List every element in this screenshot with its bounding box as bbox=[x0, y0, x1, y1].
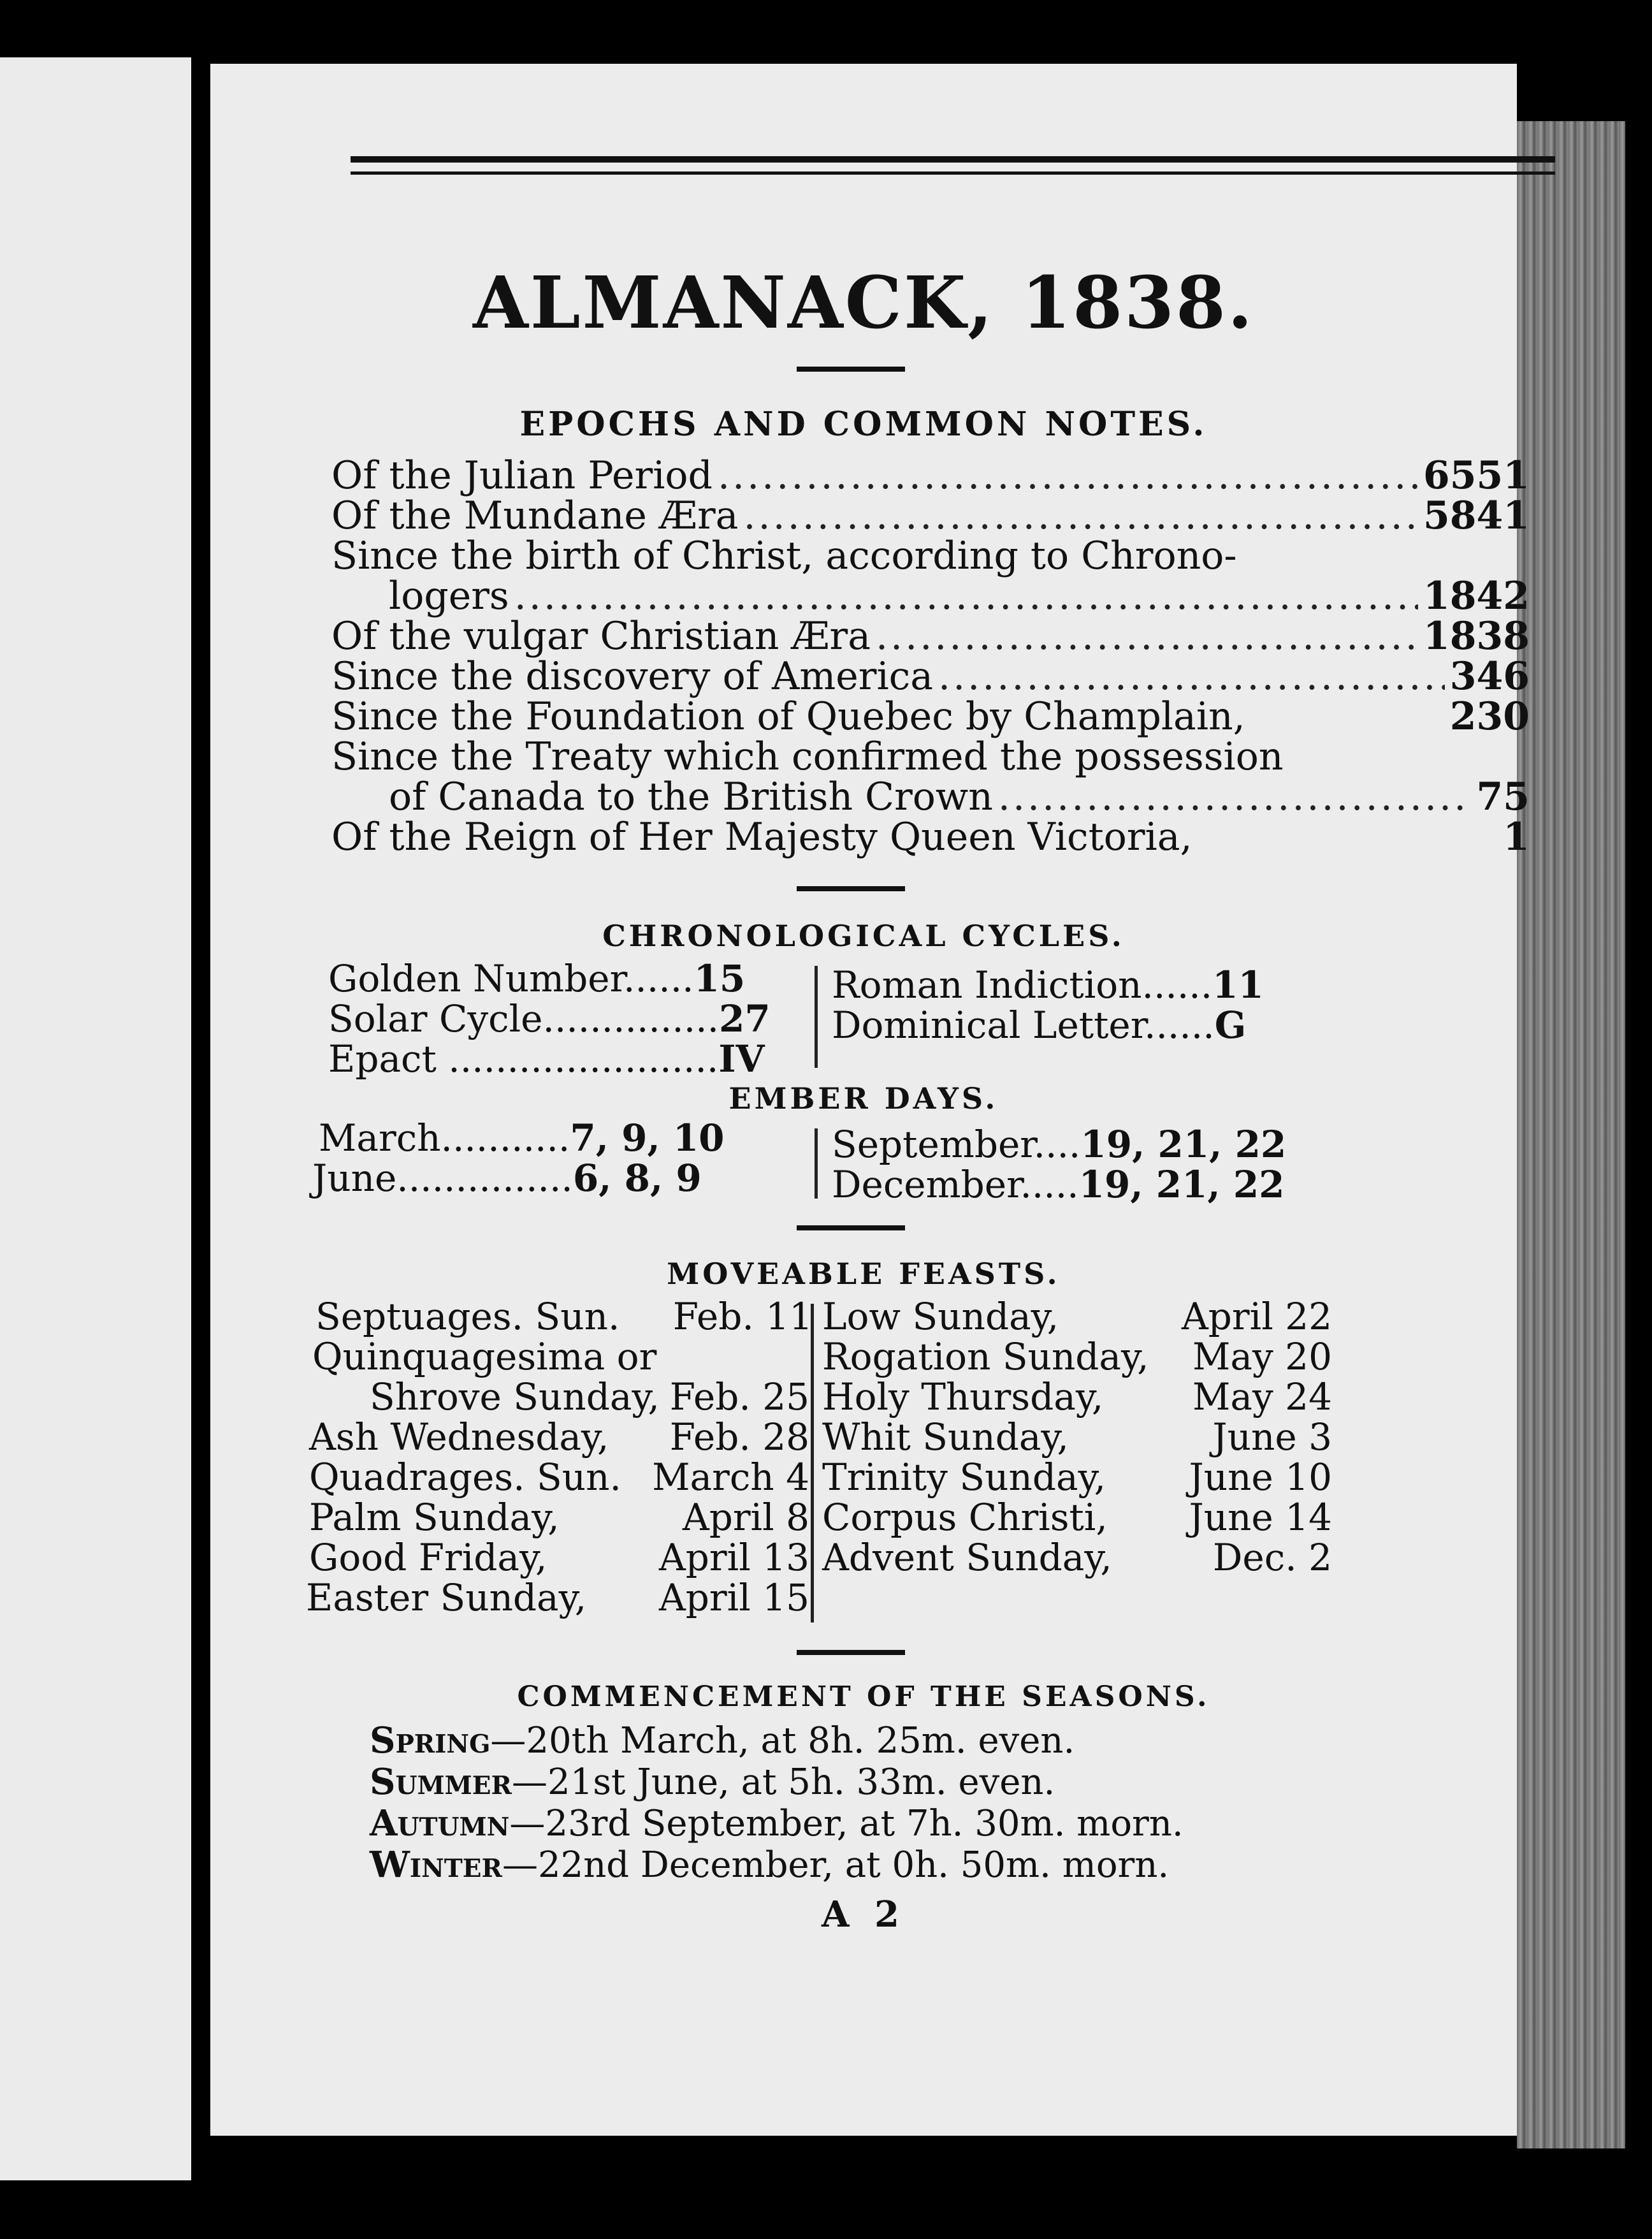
page-title: ALMANACK, 1838. bbox=[473, 261, 1254, 345]
season-row: Summer—21st June, at 5h. 33m. even. bbox=[370, 1761, 1055, 1803]
feast-left-row: Quinquagesima or bbox=[312, 1335, 657, 1378]
feast-right-row: Rogation Sunday, May 20 bbox=[822, 1335, 1332, 1378]
feast-right-row: Trinity Sunday, June 10 bbox=[822, 1455, 1332, 1499]
feast-right-row: Holy Thursday, May 24 bbox=[822, 1375, 1332, 1419]
epoch-row: of Canada to the British Crown ..... 75 bbox=[331, 777, 1530, 817]
facing-page-edge bbox=[0, 57, 191, 2180]
cycle-left-row: Solar Cycle...............27 bbox=[328, 997, 771, 1040]
ember-left-row: March...........7, 9, 10 bbox=[319, 1116, 725, 1160]
feast-left-row: Good Friday, April 13 bbox=[309, 1536, 809, 1579]
feast-left-row: Ash Wednesday, Feb. 28 bbox=[309, 1415, 809, 1459]
divider-rule bbox=[797, 886, 905, 891]
divider-rule bbox=[797, 1650, 905, 1655]
ember-right-row: December.....19, 21, 22 bbox=[832, 1163, 1285, 1206]
epoch-row: Of the Mundane Æra ..... 5841 bbox=[331, 496, 1530, 536]
feast-right-row: Corpus Christi, June 14 bbox=[822, 1496, 1332, 1539]
season-row: Autumn—23rd September, at 7h. 30m. morn. bbox=[370, 1802, 1184, 1844]
feast-left-row: Easter Sunday, April 15 bbox=[306, 1576, 809, 1619]
divider-rule bbox=[797, 367, 905, 372]
page-fore-edge bbox=[1517, 121, 1625, 2148]
epoch-row: Since the discovery of America ..... 346 bbox=[331, 657, 1530, 696]
epoch-row: Of the Julian Period ..... 6551 bbox=[331, 456, 1530, 495]
signature-mark: A 2 bbox=[822, 1893, 906, 1936]
cycles-heading: CHRONOLOGICAL CYCLES. bbox=[602, 919, 1125, 953]
feast-left-row: Shrove Sunday, Feb. 25 bbox=[370, 1375, 809, 1419]
column-divider bbox=[811, 1304, 814, 1623]
cycle-right-row: Dominical Letter......G bbox=[832, 1003, 1247, 1047]
epoch-row: Since the birth of Christ, according to Chrono- bbox=[331, 534, 1237, 578]
feast-right-row: Advent Sunday, Dec. 2 bbox=[822, 1536, 1332, 1579]
ember-left-row: June...............6, 8, 9 bbox=[312, 1156, 702, 1200]
season-row: Winter—22nd December, at 0h. 50m. morn. bbox=[370, 1844, 1170, 1886]
divider-rule bbox=[797, 1225, 905, 1230]
cycle-left-row: Epact .......................IV bbox=[328, 1037, 765, 1081]
ember-right-row: September....19, 21, 22 bbox=[832, 1123, 1287, 1166]
epoch-row: Since the Foundation of Quebec by Champlain, 230 bbox=[331, 694, 1530, 739]
column-divider bbox=[815, 966, 818, 1068]
feast-right-row: Whit Sunday, June 3 bbox=[822, 1415, 1332, 1459]
epoch-row: logers ..... 1842 bbox=[331, 576, 1530, 616]
seasons-heading: COMMENCEMENT OF THE SEASONS. bbox=[517, 1681, 1210, 1713]
feast-left-row: Palm Sunday, April 8 bbox=[309, 1496, 809, 1539]
cycle-left-row: Golden Number......15 bbox=[328, 957, 746, 1000]
epochs-heading: EPOCHS AND COMMON NOTES. bbox=[519, 405, 1208, 444]
header-double-rule bbox=[351, 156, 1555, 175]
epoch-row: Of the Reign of Her Majesty Queen Victoria, 1 bbox=[331, 815, 1530, 859]
epoch-row: Of the vulgar Christian Æra ..... 1838 bbox=[331, 616, 1530, 656]
feast-left-row: Septuages. Sun. Feb. 11 bbox=[315, 1295, 813, 1338]
feast-left-row: Quadrages. Sun. March 4 bbox=[309, 1455, 809, 1499]
feasts-heading: MOVEABLE FEASTS. bbox=[667, 1257, 1061, 1291]
feast-right-row: Low Sunday, April 22 bbox=[822, 1295, 1332, 1338]
almanack-page bbox=[210, 64, 1530, 2136]
epoch-row: Since the Treaty which confirmed the possession bbox=[331, 734, 1284, 779]
ember-heading: EMBER DAYS. bbox=[728, 1081, 999, 1116]
cycle-right-row: Roman Indiction......11 bbox=[832, 963, 1264, 1007]
season-row: Spring—20th March, at 8h. 25m. even. bbox=[370, 1719, 1075, 1761]
column-divider bbox=[815, 1128, 818, 1199]
